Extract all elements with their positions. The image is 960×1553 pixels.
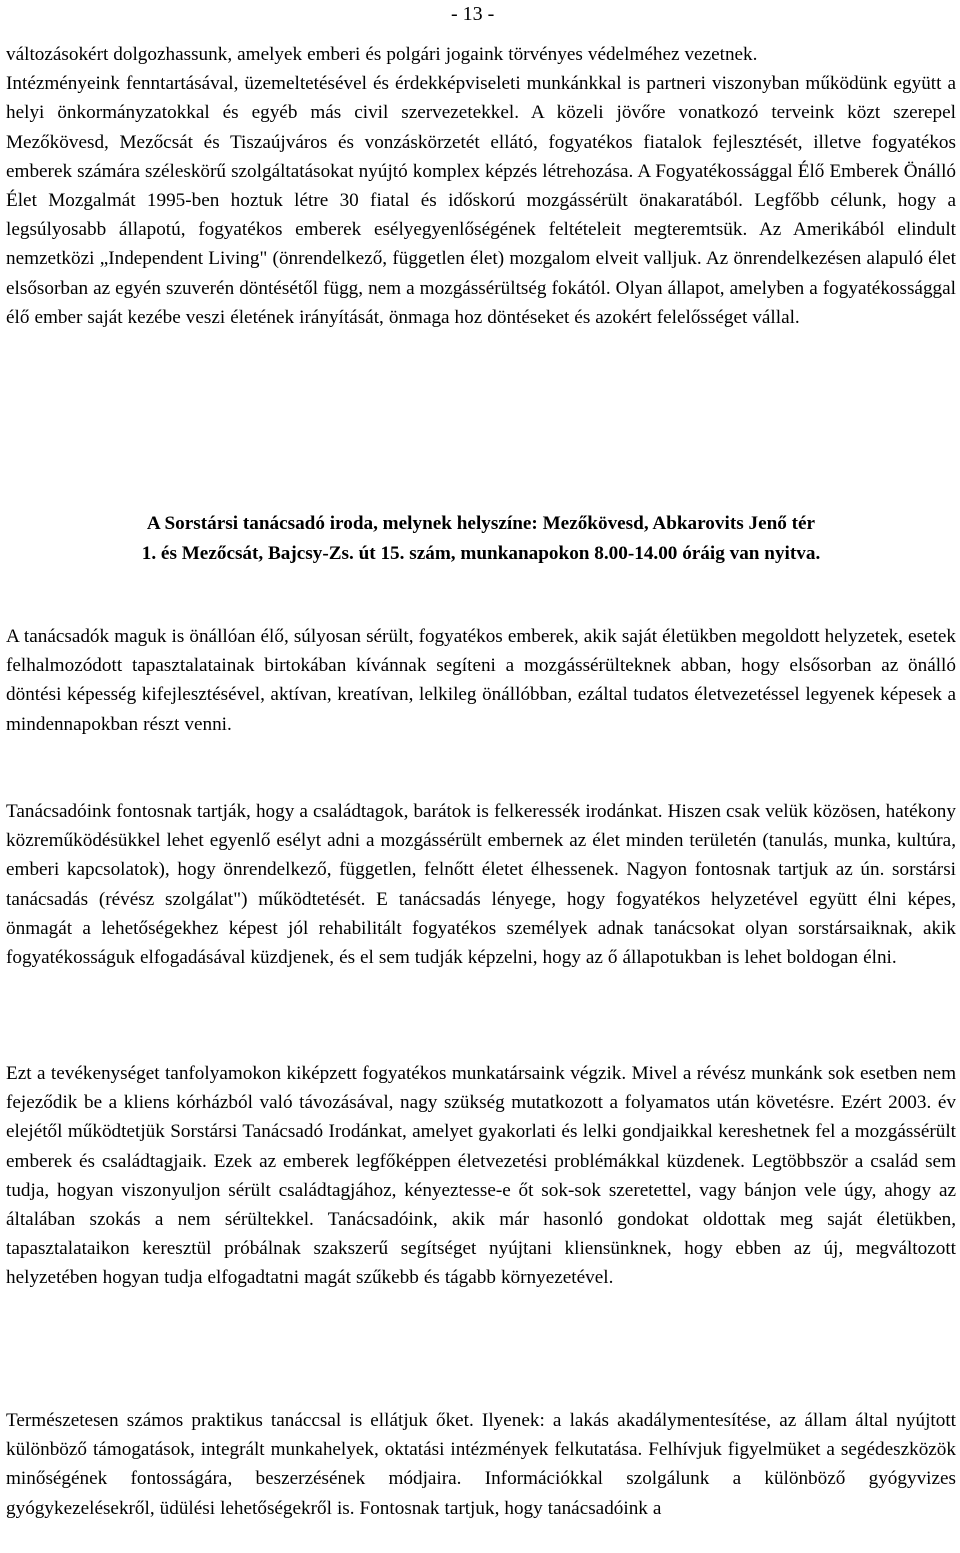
- paragraph-practical-advice: [6, 1406, 956, 1523]
- office-info-line-2: 1. és Mezőcsát, Bajcsy-Zs. út 15. szám, munkanapokon 8.00-14.00 óráig van nyitva.: [141, 542, 821, 564]
- paragraph-text: Ezt a tevékenységet tanfolyamokon kiképzett fogyatékos munkatársaink végzik. Mivel a révész munkánk sok esetben nem fejeződik be a kliens kórházból való távozásával, nagy szükség mutatkozott a folyamatos után követésre. Ezért 2003. év elejétől működtetjük Sorstársi Tanácsadó Irodánkat, amelyet gyakorlati és lelki gondjaikkal kereshetnek fel a mozgássérült emberek és családtagjaik. Ezek az emberek legfőképpen életvezetési problémákkal küzdenek. Legtöbbször a család sem tudja, hogyan viszonyuljon sérült családtagjához, kényeztesse-e őt sok-sok szeretettel, vagy bánjon vele úgy, ahogy az általában szokás a nem sérültekkel. Tanácsadóink, akik már hasonló gondokat oldottak meg saját életükben, tapasztalataikon keresztül próbálnak szakszerű segítséget nyújtani kliensünknek, hogy ebben az új, megváltozott helyzetében hogyan tudja elfogadtatni magát szűkebb és tágabb környezetével.: [6, 1063, 956, 1289]
- office-info-heading: [6, 509, 956, 568]
- paragraph-text: A tanácsadók maguk is önállóan élő, súlyosan sérült, fogyatékos emberek, akik saját életükben megoldott helyzetek, esetek felhalmozódott tapasztalatainak birtokában kívánnak segíteni a mozgássérülteknek abban, hogy elsősorban az önálló döntési képesség kifejlesztésével, aktívan, kreatívan, lelkileg önállóbban, ezáltal tudatos életvezetéssel legyenek képesek a mindennapokban részt venni.: [6, 626, 956, 735]
- intro-sentence: változásokért dolgozhassunk, amelyek emberi és polgári jogaink törvényes védelméhez vezetnek.: [6, 44, 758, 65]
- intro-section: [6, 40, 956, 332]
- paragraph-training: [6, 1059, 956, 1293]
- page-number: - 13 -: [451, 3, 495, 25]
- paragraph-advisors: [6, 622, 956, 739]
- paragraph-family: [6, 797, 956, 972]
- paragraph-text: Tanácsadóink fontosnak tartják, hogy a családtagok, barátok is felkeressék irodánkat. Hiszen csak velük közösen, hatékony közreműködésükkel lehet egyenlő esélyt adni a mozgássérült embernek az élet minden területén (tanulás, munka, kultúra, emberi kapcsolatok), hogy önrendelkező, független, felnőtt életet élhessenek. Nagyon fontosnak tartjuk az ún. sorstársi tanácsadás (révész szolgálat") működtetését. E tanácsadás lényege, hogy fogyatékos helyzetével együtt élni képes, önmagát a lehetőségekhez képest jól rehabilitált fogyatékos személyek adnak tanácsokat olyan sorstársaiknak, akik fogyatékosságuk elfogadásával küzdjenek, és el sem tudják képzelni, hogy az ő állapotukban is lehet boldogan élni.: [6, 801, 956, 969]
- intro-paragraph: Intézményeink fenntartásával, üzemeltetésével és érdekképviseleti munkánkkal is partneri viszonyban működünk együtt a helyi önkormányzatokkal és egyéb más civil szervezetekkel. A közeli jövőre vonatkozó terveink közt szerepel Mezőkövesd, Mezőcsát és Tiszaújváros és vonzáskörzetét ellátó, fogyatékos fiatalok fejlesztését, illetve fogyatékos emberek számára széleskörű szolgáltatásokat nyújtó komplex képzés létrehozása. A Fogyatékossággal Élő Emberek Önálló Élet Mozgalmát 1995-ben hoztuk létre 30 fiatal és időskorú mozgássérült önakaratából. Legfőbb célunk, hogy a legsúlyosabb állapotú, fogyatékos emberek esélyegyenlőségének feltételeit megteremtsük. Az Amerikából elindult nemzetközi „Independent Living" (önrendelkező, független élet) mozgalom elveit valljuk. Az önrendelkezésen alapuló élet elsősorban az egyén szuverén döntésétől függ, nem a mozgássérültség fokától. Olyan állapot, amelyben a fogyatékossággal élő ember saját kezébe veszi életének irányítását, önmaga hoz döntéseket és azokért felelősséget vállal.: [6, 73, 956, 328]
- office-info-line-1: A Sorstársi tanácsadó iroda, melynek helyszíne: Mezőkövesd, Abkarovits Jenő tér: [146, 513, 816, 534]
- paragraph-text: Természetesen számos praktikus tanáccsal is ellátjuk őket. Ilyenek: a lakás akadálymentesítése, az állam által nyújtott különböző támogatások, integrált munkahelyek, oktatási intézmények felkutatása. Felhívjuk figyelmüket a segédeszközök minőségének fontosságára, beszerzésének módjaira. Információkkal szolgálunk a különböző gyógyvizes gyógykezelésekről, üdülési lehetőségekről is. Fontosnak tartjuk, hogy tanácsadóink a: [6, 1410, 956, 1519]
